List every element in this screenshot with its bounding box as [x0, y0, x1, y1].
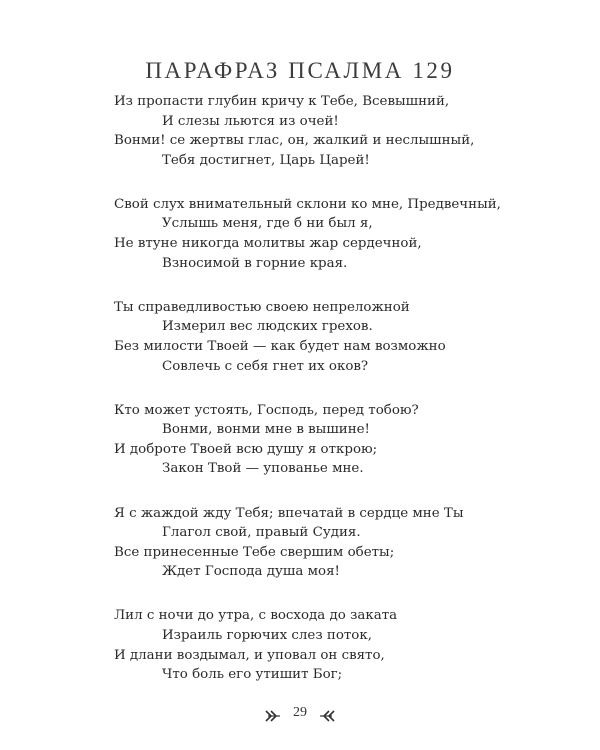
poem-line: И слезы льются из очей! — [162, 113, 339, 129]
poem-line: И доброте Твоей всю душу я открою; — [114, 441, 378, 457]
poem-body — [114, 92, 554, 709]
poem-line: Совлечь с себя гнет их оков? — [162, 358, 369, 374]
stanza-6 — [114, 606, 554, 684]
arrow-left-ornament-icon — [319, 707, 335, 719]
poem-line: Закон Твой — упованье мне. — [162, 461, 364, 477]
poem-line: Ты справедливостью своею непреложной — [114, 299, 410, 315]
page-number: 29 — [293, 705, 307, 720]
poem-line: Кто может устоять, Господь, перед тобою? — [114, 402, 419, 418]
poem-line: Все принесенные Тебе свершим обеты; — [114, 544, 395, 560]
poem-line: Услышь меня, где б ни был я, — [162, 216, 373, 232]
poem-line: Не втуне никогда молитвы жар сердечной, — [114, 236, 422, 252]
poem-line: Вонми, вонми мне в вышине! — [162, 422, 370, 438]
poem-line: Я с жаждой жду Тебя; впечатай в сердце мне Ты — [114, 505, 464, 521]
poem-line: Ждет Господа душа моя! — [162, 564, 340, 580]
poem-line: Свой слух внимательный склони ко мне, Предвечный, — [114, 196, 501, 212]
stanza-2 — [114, 195, 554, 273]
page-footer — [0, 702, 600, 724]
poem-line: Израиль горючих слез поток, — [162, 627, 372, 643]
poem-line: Лил с ночи до утра, с восхода до заката — [114, 608, 398, 624]
poem-line: Из пропасти глубин кричу к Тебе, Всевышний, — [114, 94, 450, 109]
poem-line: Глагол свой, правый Судия. — [162, 525, 361, 541]
poem-line: И длани воздымал, и уповал он свято, — [114, 647, 385, 663]
poem-line: Взносимой в горние края. — [162, 255, 348, 271]
arrow-right-ornament-icon — [265, 707, 281, 719]
poem-line: Без милости Твоей — как будет нам возможно — [114, 338, 446, 354]
stanza-5 — [114, 504, 554, 582]
stanza-1 — [114, 92, 554, 170]
poem-title: ПАРАФРАЗ ПСАЛМА 129 — [145, 58, 455, 83]
poem-line: Тебя достигнет, Царь Царей! — [162, 152, 370, 168]
stanza-3 — [114, 298, 554, 376]
poem-line: Вонми! се жертвы глас, он, жалкий и неслышный, — [114, 133, 475, 149]
stanza-4 — [114, 401, 554, 479]
poem-line: Измерил вес людских грехов. — [162, 319, 373, 335]
poem-line: Что боль его утишит Бог; — [162, 667, 343, 683]
